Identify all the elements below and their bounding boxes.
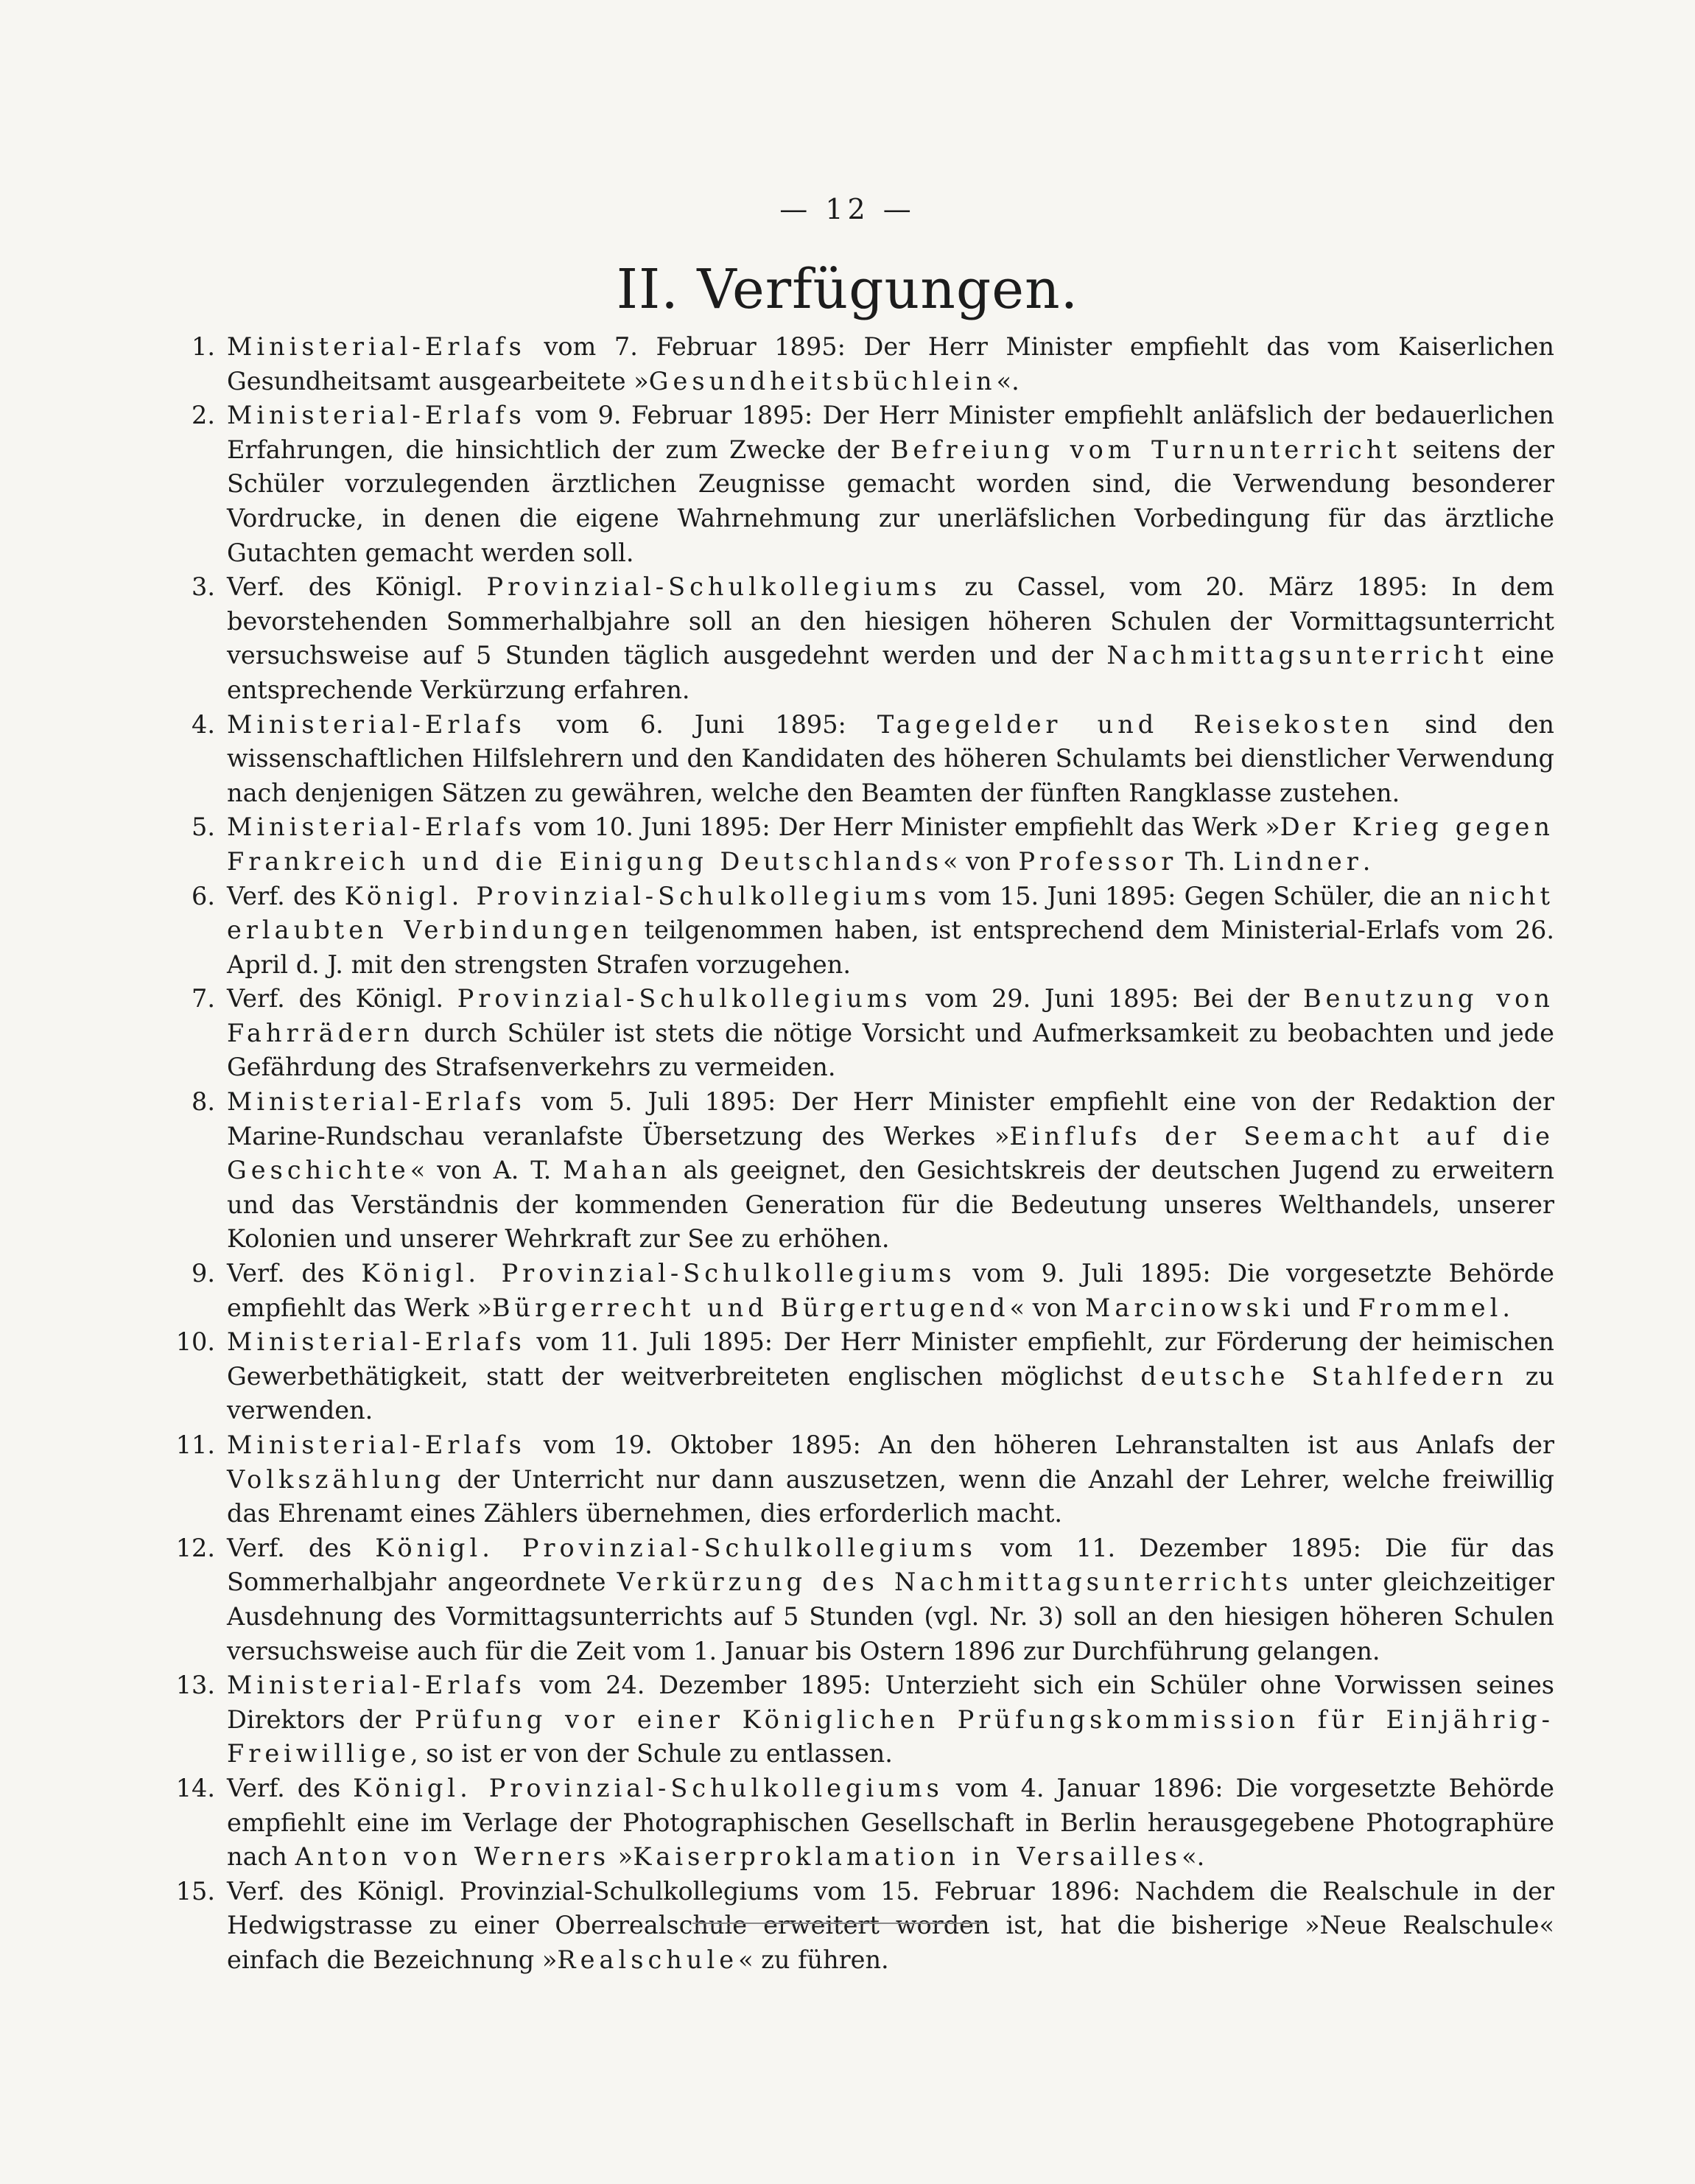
- decree-text-run: vom 10. Juni 1895: Der Herr Minister empfiehlt das Werk »: [525, 812, 1280, 842]
- spaced-emphasis-text: Ministerial-Erlafs: [227, 1671, 526, 1700]
- decree-number: 1.: [192, 332, 215, 361]
- spaced-emphasis-text: Kaiserproklamation in Versailles: [633, 1842, 1182, 1872]
- decree-list: [169, 330, 1554, 1978]
- spaced-emphasis-text: Benutzung von Fahrrädern: [227, 984, 1554, 1047]
- decree-text: [227, 1877, 1554, 1974]
- decree-text-run: vom 4. Januar 1896: Die vorgesetzte Behörde empfiehlt eine im Verlage der Photographischen Gesellschaft in Berlin herausgegebene Photographüre nach: [227, 1773, 1555, 1872]
- decree-text-run: «.: [996, 366, 1020, 396]
- decree-text-run: Th.: [1177, 846, 1234, 876]
- decree-text-run: durch Schüler ist stets die nötige Vorsicht und Aufmerksamkeit zu beobachten und jede Gefährdung des Strafsenverkehrs zu vermeiden.: [227, 1018, 1554, 1082]
- page-number: — 12 —: [779, 193, 916, 225]
- decree-text: [227, 1534, 1554, 1665]
- decree-text-run: teilgenommen haben, ist entsprechend dem Ministerial-Erlafs vom 26. April d. J. mit den strengsten Strafen vorzugehen.: [227, 916, 1554, 979]
- decree-text: [227, 401, 1554, 566]
- decree-text-run: .: [1502, 1293, 1511, 1322]
- decree-text-run: zu Cassel, vom 20. März 1895: In dem bevorstehenden Sommerhalbjahre soll an den hiesigen höheren Schulen der Vormittagsunterricht versuchsweise auf 5 Stunden täglich ausgedehnt werden und der: [227, 572, 1554, 670]
- decree-text-run: Verf. des: [227, 1259, 362, 1288]
- decree-text-run: « von: [943, 846, 1019, 876]
- spaced-emphasis-text: Provinzial-Schulkollegiums: [486, 572, 941, 602]
- spaced-emphasis-text: Gesundheitsbüchlein: [648, 366, 997, 396]
- spaced-emphasis-text: Ministerial-Erlafs: [227, 1430, 526, 1459]
- decree-text-run: vom 5. Juli 1895: Der Herr Minister empfiehlt eine von der Redaktion der Marine-Rundschau veranlafste Übersetzung des Werkes »: [227, 1087, 1554, 1151]
- decree-text: [227, 332, 1554, 396]
- decree-text-run: vom 24. Dezember 1895: Unterzieht sich ein Schüler ohne Vorwissen seines Direktors der: [227, 1671, 1554, 1734]
- decree-item: [169, 810, 1554, 879]
- decree-text: [227, 1671, 1554, 1768]
- spaced-emphasis-text: Professor: [1018, 846, 1178, 876]
- decree-text-run: eine entsprechende Verkürzung erfahren.: [227, 641, 1555, 704]
- decree-text: [227, 710, 1554, 807]
- decree-text-run: seitens der Schüler vorzulegenden ärztlichen Zeugnisse gemacht worden sind, die Verwendung besonderer Vordrucke, in denen die eigene Wahrnehmung zur unerläfslichen Vorbedingung für das ärztliche Gutachten gemacht werden soll.: [227, 435, 1555, 567]
- decree-text-run: Verf. des Königl.: [227, 572, 487, 602]
- decree-item: [169, 1085, 1554, 1257]
- decree-item: [169, 1668, 1554, 1772]
- spaced-emphasis-text: Ministerial-Erlafs: [227, 709, 526, 739]
- decree-text-run: als geeignet, den Gesichtskreis der deutschen Jugend zu erweitern und das Verständnis der kommenden Generation für die Bedeutung unseres Welthandels, unserer Kolonien und unserer Wehrkraft zur See zu erhöhen.: [227, 1156, 1554, 1254]
- decree-text-run: vom 11. Juli 1895: Der Herr Minister empfiehlt, zur Förderung der heimischen Gewerbethätigkeit, statt der weitverbreiteten englischen möglichst: [227, 1327, 1554, 1391]
- decree-number: 6.: [192, 881, 215, 910]
- decree-text-run: vom 9. Februar 1895: Der Herr Minister empfiehlt anläfslich der bedauerlichen Erfahrungen, die hinsichtlich der zum Zwecke der: [227, 401, 1554, 464]
- spaced-emphasis-text: Marcinowski: [1085, 1293, 1295, 1322]
- spaced-emphasis-text: Nachmittagsunterricht: [1106, 641, 1488, 670]
- decree-text-run: Verf. des: [227, 1773, 354, 1802]
- spaced-emphasis-text: nicht erlaubten Verbindungen: [227, 881, 1554, 945]
- decree-item: [169, 982, 1554, 1085]
- decree-text-run: vom 7. Februar 1895: Der Herr Minister empfiehlt das vom Kaiserlichen Gesundheitsamt ausgearbeitete »: [227, 332, 1554, 396]
- decree-item: [169, 398, 1554, 570]
- spaced-emphasis-text: Volkszählung: [227, 1464, 446, 1494]
- decree-number: 9.: [192, 1259, 215, 1288]
- spaced-emphasis-text: Ministerial-Erlafs: [227, 812, 526, 842]
- spaced-emphasis-text: deutsche Stahlfedern: [1140, 1361, 1508, 1391]
- spaced-emphasis-text: Ministerial-Erlafs: [227, 1327, 526, 1357]
- spaced-emphasis-text: Verkürzung des Nachmittagsunterrichts: [617, 1567, 1293, 1597]
- decree-text: [227, 1430, 1554, 1528]
- spaced-emphasis-text: Bürgerrecht und Bürgertugend: [491, 1293, 1010, 1322]
- decree-text-run: « zu führen.: [738, 1945, 889, 1974]
- decree-text-run: , so ist er von der Schule zu entlassen.: [410, 1739, 893, 1769]
- decree-text: [227, 572, 1554, 704]
- decree-item: [169, 1531, 1554, 1668]
- decree-item: [169, 1875, 1554, 1978]
- section-heading: II. Verfügungen.: [616, 258, 1079, 321]
- decree-item: [169, 708, 1554, 811]
- spaced-emphasis-text: Anton von Werners: [295, 1842, 611, 1872]
- decree-item: [169, 1325, 1554, 1428]
- decree-item: [169, 879, 1554, 983]
- spaced-emphasis-text: Königl. Provinzial-Schulkollegiums: [353, 1773, 944, 1802]
- spaced-emphasis-text: Königl. Provinzial-Schulkollegiums: [361, 1259, 956, 1288]
- spaced-emphasis-text: Königl. Provinzial-Schulkollegiums: [344, 881, 931, 910]
- spaced-emphasis-text: Realschule: [557, 1945, 739, 1974]
- decree-text: [227, 1327, 1554, 1425]
- decree-text: [227, 984, 1554, 1081]
- decree-item: [169, 330, 1554, 398]
- decree-number: 7.: [192, 984, 215, 1014]
- spaced-emphasis-text: Frommel: [1358, 1293, 1503, 1322]
- decree-text: [227, 812, 1554, 876]
- decree-number: 4.: [192, 709, 215, 739]
- spaced-emphasis-text: Mahan: [563, 1156, 672, 1185]
- decree-text-run: Verf. des Königl.: [227, 984, 457, 1014]
- decree-number: 2.: [192, 401, 215, 430]
- decree-number: 12.: [175, 1533, 215, 1562]
- decree-text-run: vom 29. Juni 1895: Bei der: [911, 984, 1303, 1014]
- decree-text-run: unter gleichzeitiger Ausdehnung des Vormittagsunterrichts auf 5 Stunden (vgl. Nr. 3) soll an den hiesigen höheren Schulen versuchsweise auch für die Zeit vom 1. Januar bis Ostern 1896 zur Durchführung gelangen.: [227, 1567, 1555, 1665]
- decree-text: [227, 1087, 1554, 1253]
- spaced-emphasis-text: Ministerial-Erlafs: [227, 401, 526, 430]
- decree-text-run: Verf. des: [227, 1533, 376, 1562]
- decree-text-run: der Unterricht nur dann auszusetzen, wenn die Anzahl der Lehrer, welche freiwillig das Ehrenamt eines Zählers übernehmen, dies erforderlich macht.: [227, 1464, 1554, 1528]
- spaced-emphasis-text: Provinzial-Schulkollegiums: [457, 984, 912, 1014]
- decree-item: [169, 570, 1554, 707]
- decree-text-run: vom 19. Oktober 1895: An den höheren Lehranstalten ist aus Anlafs der: [525, 1430, 1554, 1459]
- spaced-emphasis-text: Einflufs der Seemacht auf die Geschichte: [227, 1121, 1554, 1185]
- decree-number: 14.: [175, 1773, 215, 1802]
- spaced-emphasis-text: Befreiung vom Turnunterricht: [890, 435, 1401, 464]
- decree-item: [169, 1772, 1554, 1875]
- decree-text-run: vom 9. Juli 1895: Die vorgesetzte Behörde empfiehlt das Werk »: [227, 1259, 1554, 1322]
- spaced-emphasis-text: Ministerial-Erlafs: [227, 332, 526, 361]
- decree-text-run: vom 15. Juni 1895: Gegen Schüler, die an: [930, 881, 1469, 910]
- decree-text: [227, 882, 1554, 979]
- decree-text-run: Verf. des Königl. Provinzial-Schulkollegiums vom 15. Februar 1896: Nachdem die Realschule in der Hedwigstrasse zu einer Oberrealschule erweitert worden ist, hat die bisherige »Neue Realschule« einfach die Bezeichnung »: [227, 1876, 1554, 1974]
- decree-item: [169, 1257, 1554, 1325]
- spaced-emphasis-text: Königl. Provinzial-Schulkollegiums: [375, 1533, 978, 1562]
- spaced-emphasis-text: Der Krieg gegen Frankreich und die Einigung Deutschlands: [227, 812, 1554, 876]
- decree-text-run: und: [1294, 1293, 1358, 1322]
- decree-text-run: vom 6. Juni 1895:: [525, 709, 877, 739]
- decree-item: [169, 1428, 1554, 1531]
- decree-number: 3.: [192, 572, 215, 602]
- decree-number: 5.: [192, 812, 215, 842]
- closing-rule: [692, 1923, 983, 1924]
- decree-number: 8.: [192, 1087, 215, 1117]
- decree-text-run: zu verwenden.: [227, 1361, 1555, 1425]
- decree-text-run: vom 11. Dezember 1895: Die für das Sommerhalbjahr angeordnete: [227, 1533, 1554, 1597]
- decree-number: 10.: [175, 1327, 215, 1357]
- spaced-emphasis-text: Lindner: [1233, 846, 1363, 876]
- decree-text-run: Verf. des: [227, 881, 345, 910]
- decree-number: 15.: [175, 1876, 215, 1906]
- decree-number: 13.: [175, 1671, 215, 1700]
- spaced-emphasis-text: Prüfung vor einer Königlichen Prüfungskommission für Einjährig-Freiwillige: [227, 1704, 1554, 1769]
- decree-text-run: « von: [1009, 1293, 1086, 1322]
- decree-text-run: .: [1362, 846, 1371, 876]
- decree-text-run: « von A. T.: [410, 1156, 564, 1185]
- decree-text-run: »: [610, 1842, 634, 1872]
- spaced-emphasis-text: Tagegelder und Reisekosten: [877, 709, 1394, 739]
- decree-text: [227, 1774, 1554, 1871]
- decree-number: 11.: [175, 1430, 215, 1459]
- decree-text-run: «.: [1182, 1842, 1205, 1872]
- decree-text-run: sind den wissenschaftlichen Hilfslehrern und den Kandidaten des höheren Schulamts bei dienstlicher Verwendung nach denjenigen Sätzen zu gewähren, welche den Beamten der fünften Rangklasse zustehen.: [227, 709, 1554, 807]
- spaced-emphasis-text: Ministerial-Erlafs: [227, 1087, 526, 1117]
- decree-text: [227, 1259, 1554, 1322]
